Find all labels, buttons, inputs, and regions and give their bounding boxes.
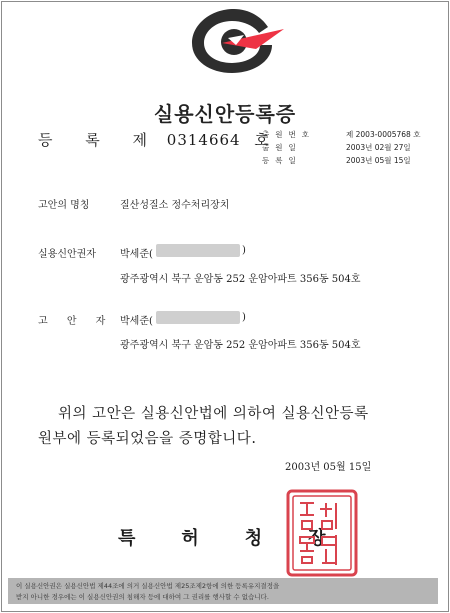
legal-notice-line1: 이 실용신안권은 실용신안법 제44조에 의거 실용신안법 제25조제2항에 의한 등록유지결정을	[16, 582, 280, 590]
filing-label: 출원일	[262, 143, 302, 152]
redacted-id	[156, 244, 240, 257]
registration-label: 등 록 제	[38, 131, 162, 149]
registration-number-line	[38, 129, 270, 150]
holder-close: )	[242, 245, 246, 256]
device-name-label: 고안의 명칭	[38, 200, 90, 211]
issue-date: 2003년 05월 15일	[285, 462, 372, 473]
official-seal-icon	[286, 489, 358, 577]
registration-date-row	[262, 155, 442, 167]
certificate-title: 실용신안등록증	[153, 102, 297, 126]
inventor-close: )	[242, 312, 246, 323]
inventor-label: 고 안 자	[38, 316, 114, 327]
device-name: 질산성질소 정수처리장치	[120, 200, 230, 211]
filing-label: 출원번호	[262, 130, 315, 139]
redacted-id	[156, 311, 240, 324]
registration-number: 0314664	[166, 131, 241, 149]
filing-date-row	[262, 142, 442, 154]
filing-number-row	[262, 129, 442, 141]
certificate-frame	[1, 1, 449, 612]
filing-value: 2003년 05월 15일	[346, 156, 411, 165]
certification-statement-line2: 원부에 등록되었음을 증명합니다.	[38, 431, 257, 447]
inventor-name: 박세준(	[120, 316, 153, 327]
filing-value: 제 2003-0005768 호	[346, 130, 421, 139]
filing-value: 2003년 02월 27일	[346, 143, 411, 152]
holder-name: 박세준(	[120, 249, 153, 260]
holder-label: 실용신안권자	[38, 249, 96, 260]
legal-notice-footer	[8, 578, 438, 604]
certification-statement-line1: 위의 고안은 실용신안법에 의하여 실용신안등록	[58, 406, 369, 422]
holder-address: 광주광역시 북구 운암동 252 운암아파트 356동 504호	[120, 274, 361, 285]
filing-label: 등록일	[262, 156, 302, 165]
legal-notice-line2: 받지 아니한 경우에는 이 실용신안권의 침해자 등에 대하여 그 권리를 행사할 수 없습니다.	[16, 593, 269, 601]
registration-suffix: 호	[254, 131, 270, 149]
issuer-title: 특허청장	[118, 528, 372, 549]
inventor-address: 광주광역시 북구 운암동 252 운암아파트 356동 504호	[120, 340, 361, 351]
kipo-emblem-icon	[184, 5, 284, 75]
